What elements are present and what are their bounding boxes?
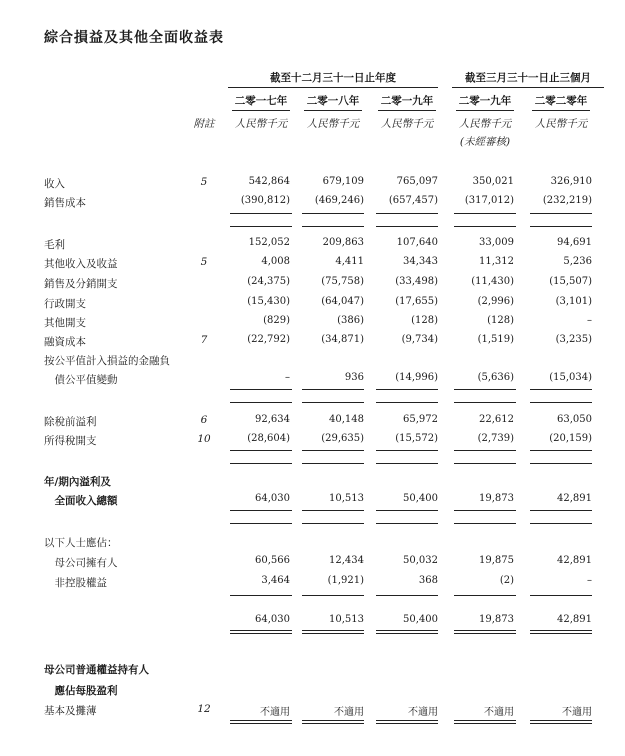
table-rule <box>530 510 592 511</box>
table-rule <box>302 633 364 634</box>
row-label: 其他收入及收益 <box>44 258 118 270</box>
row-note: 10 <box>197 433 211 445</box>
row-note: 5 <box>200 176 208 188</box>
table-rule <box>454 213 516 214</box>
value-cell: 4,411 <box>335 256 364 267</box>
row-note: 7 <box>200 334 208 346</box>
table-rule <box>454 402 516 403</box>
table-rule <box>530 523 592 524</box>
table-rule <box>230 226 292 227</box>
value-cell: (15,430) <box>247 296 290 307</box>
table-rule <box>376 510 438 511</box>
value-cell: 65,972 <box>403 414 438 425</box>
table-rule <box>454 523 516 524</box>
table-rule <box>376 463 438 464</box>
value-cell: 42,891 <box>557 614 592 625</box>
value-cell: (34,871) <box>321 334 364 345</box>
value-cell: (17,655) <box>395 296 438 307</box>
value-cell: 679,109 <box>322 176 364 187</box>
value-cell: 63,050 <box>557 414 592 425</box>
value-cell: – <box>285 372 290 383</box>
table-rule <box>302 226 364 227</box>
row-label: 銷售及分銷開支 <box>44 278 118 290</box>
value-cell: 50,032 <box>403 555 438 566</box>
value-cell: 350,021 <box>472 176 514 187</box>
row-label: 銷售成本 <box>44 197 86 209</box>
value-cell: (64,047) <box>321 296 364 307</box>
value-cell: (28,604) <box>247 433 290 444</box>
table-rule <box>376 213 438 214</box>
table-rule <box>302 213 364 214</box>
row-note: 12 <box>197 703 211 715</box>
value-cell: 42,891 <box>557 493 592 504</box>
year-2018: 二零一八年 <box>306 95 360 107</box>
table-rule <box>454 450 516 451</box>
value-cell: 22,612 <box>479 414 514 425</box>
table-rule <box>376 523 438 524</box>
row-label: 融資成本 <box>44 336 86 348</box>
value-cell: (2,996) <box>477 296 514 307</box>
table-rule <box>230 463 292 464</box>
table-rule <box>376 630 438 631</box>
table-rule <box>530 630 592 631</box>
table-rule <box>454 720 516 721</box>
row-label: 所得稅開支 <box>44 435 97 447</box>
table-rule <box>230 510 292 511</box>
table-rule <box>230 720 292 721</box>
value-cell: 不適用 <box>408 707 438 718</box>
row-label: 全面收入總額 <box>44 495 118 507</box>
value-cell: – <box>587 575 592 586</box>
value-cell: 542,864 <box>248 176 290 187</box>
value-cell: (29,635) <box>321 433 364 444</box>
table-rule <box>302 389 364 390</box>
row-label: 以下人士應佔： <box>44 537 118 549</box>
table-rule <box>230 723 292 724</box>
table-rule <box>376 720 438 721</box>
value-cell: (317,012) <box>464 195 514 206</box>
table-rule <box>302 402 364 403</box>
value-cell: 152,052 <box>248 237 290 248</box>
table-rule <box>376 595 438 596</box>
value-cell: (232,219) <box>542 195 592 206</box>
value-cell: 209,863 <box>322 237 364 248</box>
table-rule <box>454 723 516 724</box>
value-cell: 64,030 <box>255 614 290 625</box>
table-rule <box>530 450 592 451</box>
table-rule <box>376 402 438 403</box>
value-cell: 3,464 <box>261 575 290 586</box>
value-cell: 5,236 <box>563 256 592 267</box>
table-rule <box>454 510 516 511</box>
value-cell: (390,812) <box>240 195 290 206</box>
row-label: 非控股權益 <box>44 577 107 589</box>
value-cell: (15,507) <box>549 276 592 287</box>
value-cell: (24,375) <box>247 276 290 287</box>
table-rule <box>376 633 438 634</box>
unit-col-5: 人民幣千元 <box>534 118 588 130</box>
value-cell: 10,513 <box>329 614 364 625</box>
statement-title: 綜合損益及其他全面收益表 <box>44 30 224 46</box>
table-rule <box>530 463 592 464</box>
table-rule <box>376 226 438 227</box>
value-cell: (3,101) <box>555 296 592 307</box>
value-cell: (386) <box>337 315 364 326</box>
value-cell: 42,891 <box>557 555 592 566</box>
table-rule <box>230 213 292 214</box>
year-2017: 二零一七年 <box>234 95 288 107</box>
table-rule <box>230 402 292 403</box>
header-group-year: 截至十二月三十一日止年度 <box>270 72 396 84</box>
value-cell: 92,634 <box>255 414 290 425</box>
unit-col-3: 人民幣千元 <box>380 118 434 130</box>
table-rule <box>376 723 438 724</box>
value-cell: (11,430) <box>471 276 514 287</box>
table-rule <box>376 389 438 390</box>
table-rule <box>530 720 592 721</box>
row-label: 按公平值計入損益的金融負 <box>44 355 170 367</box>
table-rule <box>230 523 292 524</box>
table-rule <box>530 226 592 227</box>
table-rule <box>302 630 364 631</box>
row-label: 基本及攤薄 <box>44 705 97 717</box>
unaudited-note: (未經審核) <box>459 136 511 148</box>
value-cell: 19,873 <box>479 493 514 504</box>
value-cell: (75,758) <box>321 276 364 287</box>
value-cell: (128) <box>411 315 438 326</box>
value-cell: (2,739) <box>477 433 514 444</box>
table-rule <box>302 723 364 724</box>
value-cell: (1,921) <box>327 575 364 586</box>
row-label: 收入 <box>44 178 65 190</box>
value-cell: 不適用 <box>562 707 592 718</box>
value-cell: 不適用 <box>334 707 364 718</box>
value-cell: 4,008 <box>261 256 290 267</box>
table-rule <box>376 450 438 451</box>
table-rule <box>454 389 516 390</box>
value-cell: (2) <box>499 575 514 586</box>
value-cell: 19,873 <box>479 614 514 625</box>
value-cell: 60,566 <box>255 555 290 566</box>
quarter-2019: 二零一九年 <box>458 95 512 107</box>
table-rule <box>230 630 292 631</box>
header-group-quarter: 截至三月三十一日止三個月 <box>465 72 591 84</box>
table-rule <box>454 463 516 464</box>
table-rule <box>302 463 364 464</box>
value-cell: 50,400 <box>403 614 438 625</box>
row-label: 年/期內溢利及 <box>44 476 111 488</box>
table-rule <box>530 402 592 403</box>
unit-col-4: 人民幣千元 <box>458 118 512 130</box>
value-cell: 19,875 <box>479 555 514 566</box>
unit-col-1: 人民幣千元 <box>234 118 288 130</box>
table-rule <box>454 226 516 227</box>
table-rule <box>454 630 516 631</box>
table-rule <box>302 450 364 451</box>
table-rule <box>454 633 516 634</box>
value-cell: 不適用 <box>260 707 290 718</box>
table-rule <box>302 720 364 721</box>
value-cell: (15,034) <box>549 372 592 383</box>
row-label: 除稅前溢利 <box>44 416 97 428</box>
table-rule <box>230 389 292 390</box>
value-cell: 368 <box>418 575 438 586</box>
row-label: 應佔每股盈利 <box>44 685 118 697</box>
value-cell: 64,030 <box>255 493 290 504</box>
row-label: 母公司普通權益持有人 <box>44 664 149 676</box>
table-rule <box>530 389 592 390</box>
row-label: 其他開支 <box>44 317 86 329</box>
value-cell: 107,640 <box>396 237 438 248</box>
value-cell: (9,734) <box>401 334 438 345</box>
table-rule <box>302 595 364 596</box>
unit-col-2: 人民幣千元 <box>306 118 360 130</box>
value-cell: (15,572) <box>395 433 438 444</box>
quarter-2020: 二零二零年 <box>534 95 588 107</box>
note-column-header: 附註 <box>193 118 215 130</box>
value-cell: 326,910 <box>550 176 592 187</box>
value-cell: (128) <box>487 315 514 326</box>
value-cell: 40,148 <box>329 414 364 425</box>
table-rule <box>302 510 364 511</box>
value-cell: 94,691 <box>557 237 592 248</box>
table-rule <box>530 213 592 214</box>
table-rule <box>230 450 292 451</box>
value-cell: – <box>587 315 592 326</box>
value-cell: (22,792) <box>247 334 290 345</box>
value-cell: (3,235) <box>555 334 592 345</box>
table-rule <box>302 523 364 524</box>
table-rule <box>230 595 292 596</box>
table-rule <box>530 633 592 634</box>
value-cell: (20,159) <box>549 433 592 444</box>
value-cell: 不適用 <box>484 707 514 718</box>
row-label: 毛利 <box>44 239 65 251</box>
row-note: 6 <box>200 414 208 426</box>
year-2019: 二零一九年 <box>380 95 434 107</box>
value-cell: (1,519) <box>477 334 514 345</box>
value-cell: 12,434 <box>329 555 364 566</box>
table-rule <box>454 595 516 596</box>
value-cell: 50,400 <box>403 493 438 504</box>
table-rule <box>530 595 592 596</box>
value-cell: 10,513 <box>329 493 364 504</box>
table-rule <box>230 633 292 634</box>
row-note: 5 <box>200 256 208 268</box>
value-cell: 34,343 <box>403 256 438 267</box>
value-cell: 33,009 <box>479 237 514 248</box>
value-cell: (5,636) <box>477 372 514 383</box>
value-cell: (829) <box>263 315 290 326</box>
value-cell: (469,246) <box>314 195 364 206</box>
value-cell: (657,457) <box>388 195 438 206</box>
value-cell: 11,312 <box>479 256 514 267</box>
table-rule <box>530 723 592 724</box>
value-cell: 936 <box>344 372 364 383</box>
value-cell: 765,097 <box>396 176 438 187</box>
row-label: 母公司擁有人 <box>44 557 118 569</box>
value-cell: (33,498) <box>395 276 438 287</box>
row-label: 行政開支 <box>44 298 86 310</box>
row-label: 債公平值變動 <box>44 374 118 386</box>
value-cell: (14,996) <box>395 372 438 383</box>
